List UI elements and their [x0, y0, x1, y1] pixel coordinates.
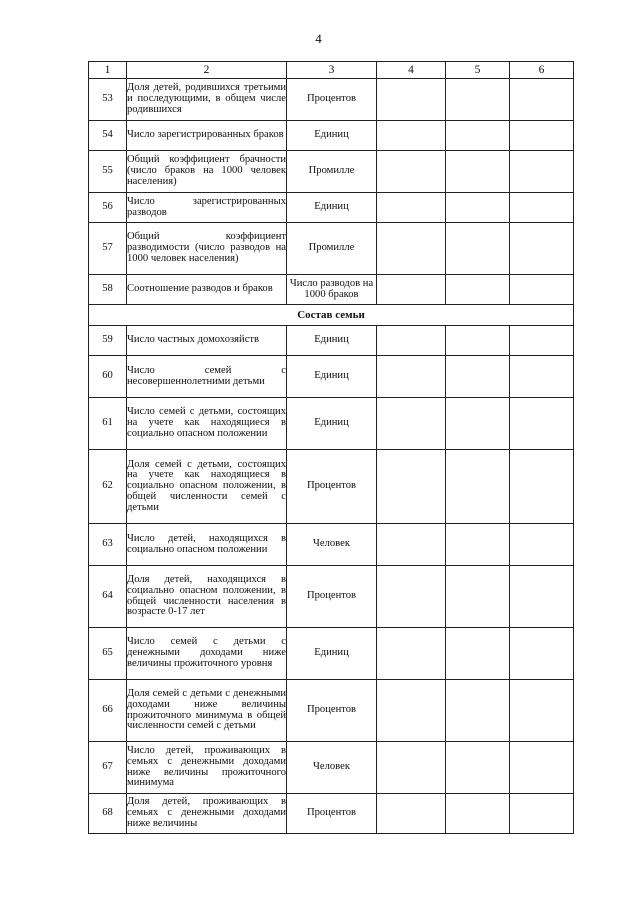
value-cell	[510, 193, 574, 223]
table-row	[89, 794, 574, 834]
unit-of-measure: Процентов	[287, 79, 377, 121]
table-row	[89, 524, 574, 566]
column-header: 6	[510, 62, 574, 79]
table-row	[89, 326, 574, 356]
column-header: 3	[287, 62, 377, 79]
indicator-name: Доля семей с детьми, состоящих на учете как находящиеся в социально опасном положении, в общей численности семей с детьми	[127, 450, 287, 524]
row-number: 63	[89, 524, 127, 566]
table-row	[89, 450, 574, 524]
table-row	[89, 193, 574, 223]
row-number: 54	[89, 121, 127, 151]
section-title: Состав семьи	[89, 305, 574, 326]
value-cell	[377, 628, 446, 680]
value-cell	[377, 742, 446, 794]
value-cell	[510, 326, 574, 356]
value-cell	[446, 398, 510, 450]
indicator-name: Доля семей с детьми с денежными доходами ниже величины прожиточного минимума в общей численности семей с детьми	[127, 680, 287, 742]
value-cell	[510, 79, 574, 121]
value-cell	[377, 524, 446, 566]
unit-of-measure: Человек	[287, 524, 377, 566]
section-row	[89, 305, 574, 326]
value-cell	[510, 566, 574, 628]
value-cell	[377, 275, 446, 305]
row-number: 68	[89, 794, 127, 834]
indicator-name: Число детей, проживающих в семьях с денежными доходами ниже величины прожиточного минимума	[127, 742, 287, 794]
column-header: 2	[127, 62, 287, 79]
value-cell	[510, 121, 574, 151]
unit-of-measure: Процентов	[287, 450, 377, 524]
unit-of-measure: Единиц	[287, 326, 377, 356]
value-cell	[446, 79, 510, 121]
unit-of-measure: Процентов	[287, 680, 377, 742]
value-cell	[446, 566, 510, 628]
table-row	[89, 121, 574, 151]
indicators-table	[88, 61, 574, 834]
indicator-name: Доля детей, родившихся третьими и последующими, в общем числе родившихся	[127, 79, 287, 121]
indicator-name: Доля детей, проживающих в семьях с денежными доходами ниже величины	[127, 794, 287, 834]
value-cell	[446, 742, 510, 794]
row-number: 62	[89, 450, 127, 524]
indicator-name: Общий коэффициент разводимости (число разводов на 1000 человек населения)	[127, 223, 287, 275]
row-number: 64	[89, 566, 127, 628]
value-cell	[446, 326, 510, 356]
table-row	[89, 275, 574, 305]
indicator-name: Общий коэффициент брачности (число браков на 1000 человек населения)	[127, 151, 287, 193]
row-number: 58	[89, 275, 127, 305]
column-header: 5	[446, 62, 510, 79]
value-cell	[510, 356, 574, 398]
table-row	[89, 628, 574, 680]
value-cell	[446, 450, 510, 524]
value-cell	[377, 680, 446, 742]
column-header: 1	[89, 62, 127, 79]
row-number: 67	[89, 742, 127, 794]
value-cell	[377, 450, 446, 524]
indicator-name: Число частных домохозяйств	[127, 326, 287, 356]
value-cell	[510, 450, 574, 524]
page-number: 4	[315, 31, 322, 46]
row-number: 61	[89, 398, 127, 450]
value-cell	[446, 628, 510, 680]
unit-of-measure: Единиц	[287, 193, 377, 223]
value-cell	[446, 794, 510, 834]
table-row	[89, 680, 574, 742]
value-cell	[510, 398, 574, 450]
column-header: 4	[377, 62, 446, 79]
indicator-name: Число семей с детьми, состоящих на учете как находящиеся в социально опасном положении	[127, 398, 287, 450]
value-cell	[377, 223, 446, 275]
value-cell	[377, 794, 446, 834]
value-cell	[510, 151, 574, 193]
unit-of-measure: Промилле	[287, 223, 377, 275]
value-cell	[377, 121, 446, 151]
row-number: 53	[89, 79, 127, 121]
table-row	[89, 742, 574, 794]
unit-of-measure: Единиц	[287, 398, 377, 450]
table-row	[89, 398, 574, 450]
table-row	[89, 151, 574, 193]
value-cell	[446, 193, 510, 223]
row-number: 57	[89, 223, 127, 275]
table-header-row	[89, 62, 574, 79]
value-cell	[377, 151, 446, 193]
unit-of-measure: Процентов	[287, 794, 377, 834]
value-cell	[446, 356, 510, 398]
indicator-name: Число зарегистрированных разводов	[127, 193, 287, 223]
value-cell	[510, 628, 574, 680]
value-cell	[510, 742, 574, 794]
row-number: 65	[89, 628, 127, 680]
value-cell	[377, 79, 446, 121]
value-cell	[510, 223, 574, 275]
indicator-name: Число семей с несовершеннолетними детьми	[127, 356, 287, 398]
unit-of-measure: Единиц	[287, 121, 377, 151]
unit-of-measure: Единиц	[287, 628, 377, 680]
value-cell	[510, 275, 574, 305]
indicator-name: Доля детей, находящихся в социально опасном положении, в общей численности населения в возрасте 0-17 лет	[127, 566, 287, 628]
indicator-name: Число зарегистрированных браков	[127, 121, 287, 151]
row-number: 56	[89, 193, 127, 223]
value-cell	[510, 680, 574, 742]
indicator-name: Число детей, находящихся в социально опасном положении	[127, 524, 287, 566]
value-cell	[377, 398, 446, 450]
unit-of-measure: Промилле	[287, 151, 377, 193]
row-number: 60	[89, 356, 127, 398]
unit-of-measure: Единиц	[287, 356, 377, 398]
unit-of-measure: Процентов	[287, 566, 377, 628]
value-cell	[377, 326, 446, 356]
value-cell	[446, 275, 510, 305]
row-number: 59	[89, 326, 127, 356]
table-row	[89, 79, 574, 121]
value-cell	[377, 566, 446, 628]
row-number: 55	[89, 151, 127, 193]
value-cell	[446, 121, 510, 151]
table-row	[89, 566, 574, 628]
indicator-name: Соотношение разводов и браков	[127, 275, 287, 305]
value-cell	[377, 193, 446, 223]
value-cell	[446, 151, 510, 193]
table-row	[89, 356, 574, 398]
unit-of-measure: Человек	[287, 742, 377, 794]
unit-of-measure: Число разводов на 1000 браков	[287, 275, 377, 305]
indicator-name: Число семей с детьми с денежными доходами ниже величины прожиточного уровня	[127, 628, 287, 680]
value-cell	[377, 356, 446, 398]
table-row	[89, 223, 574, 275]
value-cell	[446, 524, 510, 566]
value-cell	[510, 524, 574, 566]
value-cell	[446, 680, 510, 742]
value-cell	[446, 223, 510, 275]
row-number: 66	[89, 680, 127, 742]
value-cell	[510, 794, 574, 834]
